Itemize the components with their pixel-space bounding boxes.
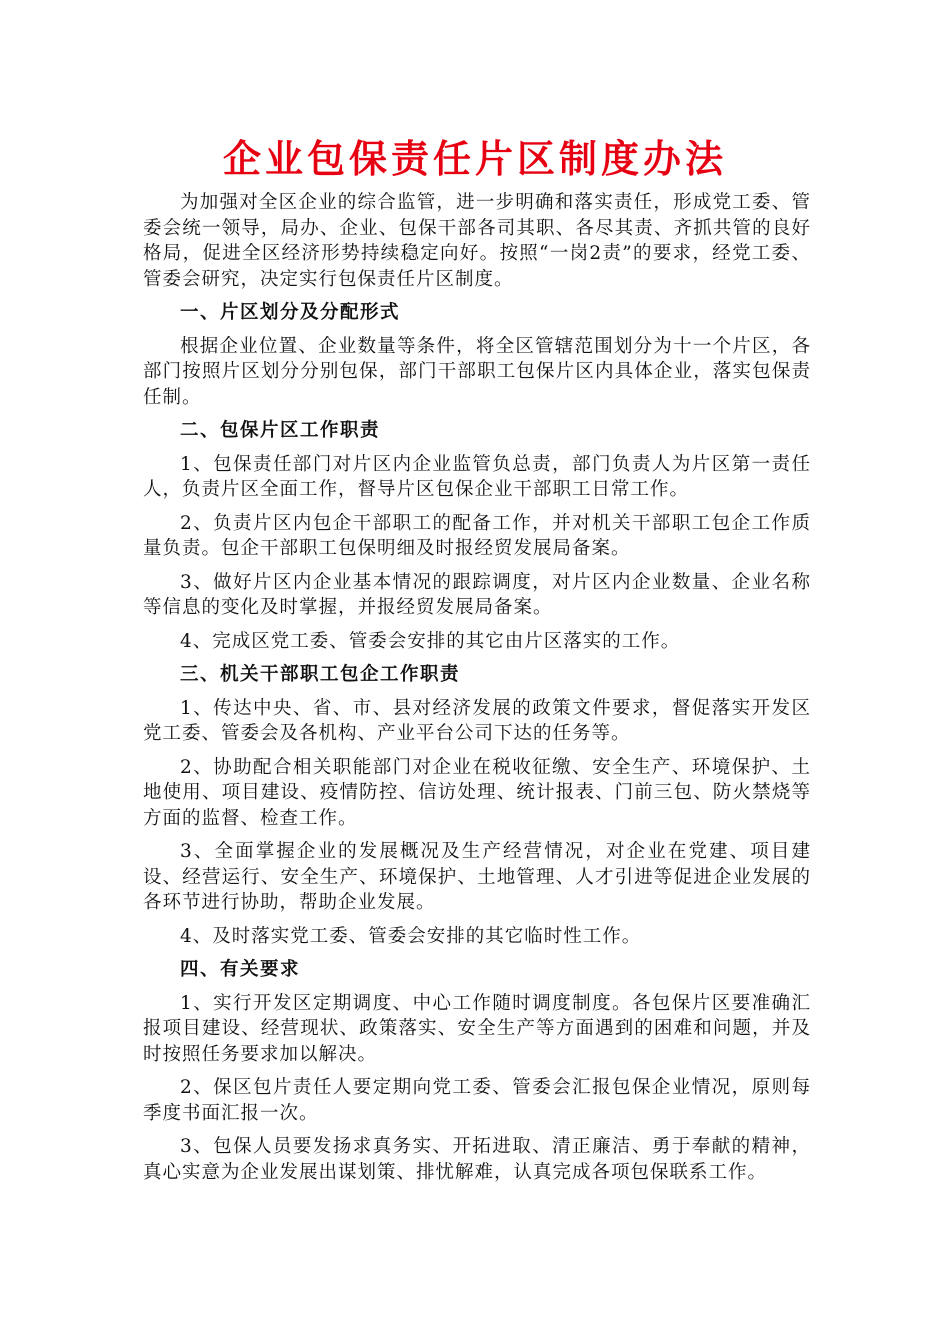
section4-paragraph: 1、实行开发区定期调度、中心工作随时调度制度。各包保片区要准确汇报项目建设、经营现状、政策落实、安全生产等方面遇到的困难和问题，并及时按照任务要求加以解决。 bbox=[143, 992, 811, 1065]
section-heading-2: 二、包保片区工作职责 bbox=[180, 420, 381, 441]
section3-paragraph: 4、及时落实党工委、管委会安排的其它临时性工作。 bbox=[180, 925, 642, 947]
section2-paragraph: 3、做好片区内企业基本情况的跟踪调度，对片区内企业数量、企业名称等信息的变化及时掌握，并报经贸发展局备案。 bbox=[143, 571, 811, 618]
section3-paragraph: 2、协助配合相关职能部门对企业在税收征缴、安全生产、环境保护、土地使用、项目建设、疫情防控、信访处理、统计报表、门前三包、防火禁烧等方面的监督、检查工作。 bbox=[143, 756, 811, 829]
section2-paragraph: 2、负责片区内包企干部职工的配备工作，并对机关干部职工包企工作质量负责。包企干部职工包保明细及时报经贸发展局备案。 bbox=[143, 512, 811, 559]
document-title: 企业包保责任片区制度办法 bbox=[222, 136, 727, 181]
section3-paragraph: 3、全面掌握企业的发展概况及生产经营情况，对企业在党建、项目建设、经营运行、安全生产、环境保护、土地管理、人才引进等促进企业发展的各环节进行协助，帮助企业发展。 bbox=[143, 841, 811, 913]
intro-paragraph: 为加强对全区企业的综合监管，进一步明确和落实责任，形成党工委、管委会统一领导，局办、企业、包保干部各司其职、各尽其责、齐抓共管的良好格局，促进全区经济形势持续稳定向好。按照“一岗2责”的要求，经党工委、管委会研究，决定实行包保责任片区制度。 bbox=[143, 192, 811, 290]
section-heading-1: 一、片区划分及分配形式 bbox=[180, 302, 401, 323]
section3-paragraph: 1、传达中央、省、市、县对经济发展的政策文件要求，督促落实开发区党工委、管委会及各机构、产业平台公司下达的任务等。 bbox=[143, 697, 811, 744]
section1-paragraph: 根据企业位置、企业数量等条件，将全区管辖范围划分为十一个片区，各部门按照片区划分分别包保，部门干部职工包保片区内具体企业，落实包保责任制。 bbox=[143, 335, 811, 408]
section-heading-4: 四、有关要求 bbox=[180, 959, 301, 980]
section2-paragraph: 1、包保责任部门对片区内企业监管负总责，部门负责人为片区第一责任人，负责片区全面工作，督导片区包保企业干部职工日常工作。 bbox=[143, 453, 811, 500]
section-heading-3: 三、机关干部职工包企工作职责 bbox=[180, 664, 461, 685]
section4-paragraph: 3、包保人员要发扬求真务实、开拓进取、清正廉洁、勇于奉献的精神，真心实意为企业发展出谋划策、排忧解难，认真完成各项包保联系工作。 bbox=[143, 1136, 811, 1183]
section4-paragraph: 2、保区包片责任人要定期向党工委、管委会汇报包保企业情况，原则每季度书面汇报一次。 bbox=[143, 1077, 811, 1124]
section2-paragraph: 4、完成区党工委、管委会安排的其它由片区落实的工作。 bbox=[180, 630, 681, 652]
document-body bbox=[143, 190, 811, 1193]
